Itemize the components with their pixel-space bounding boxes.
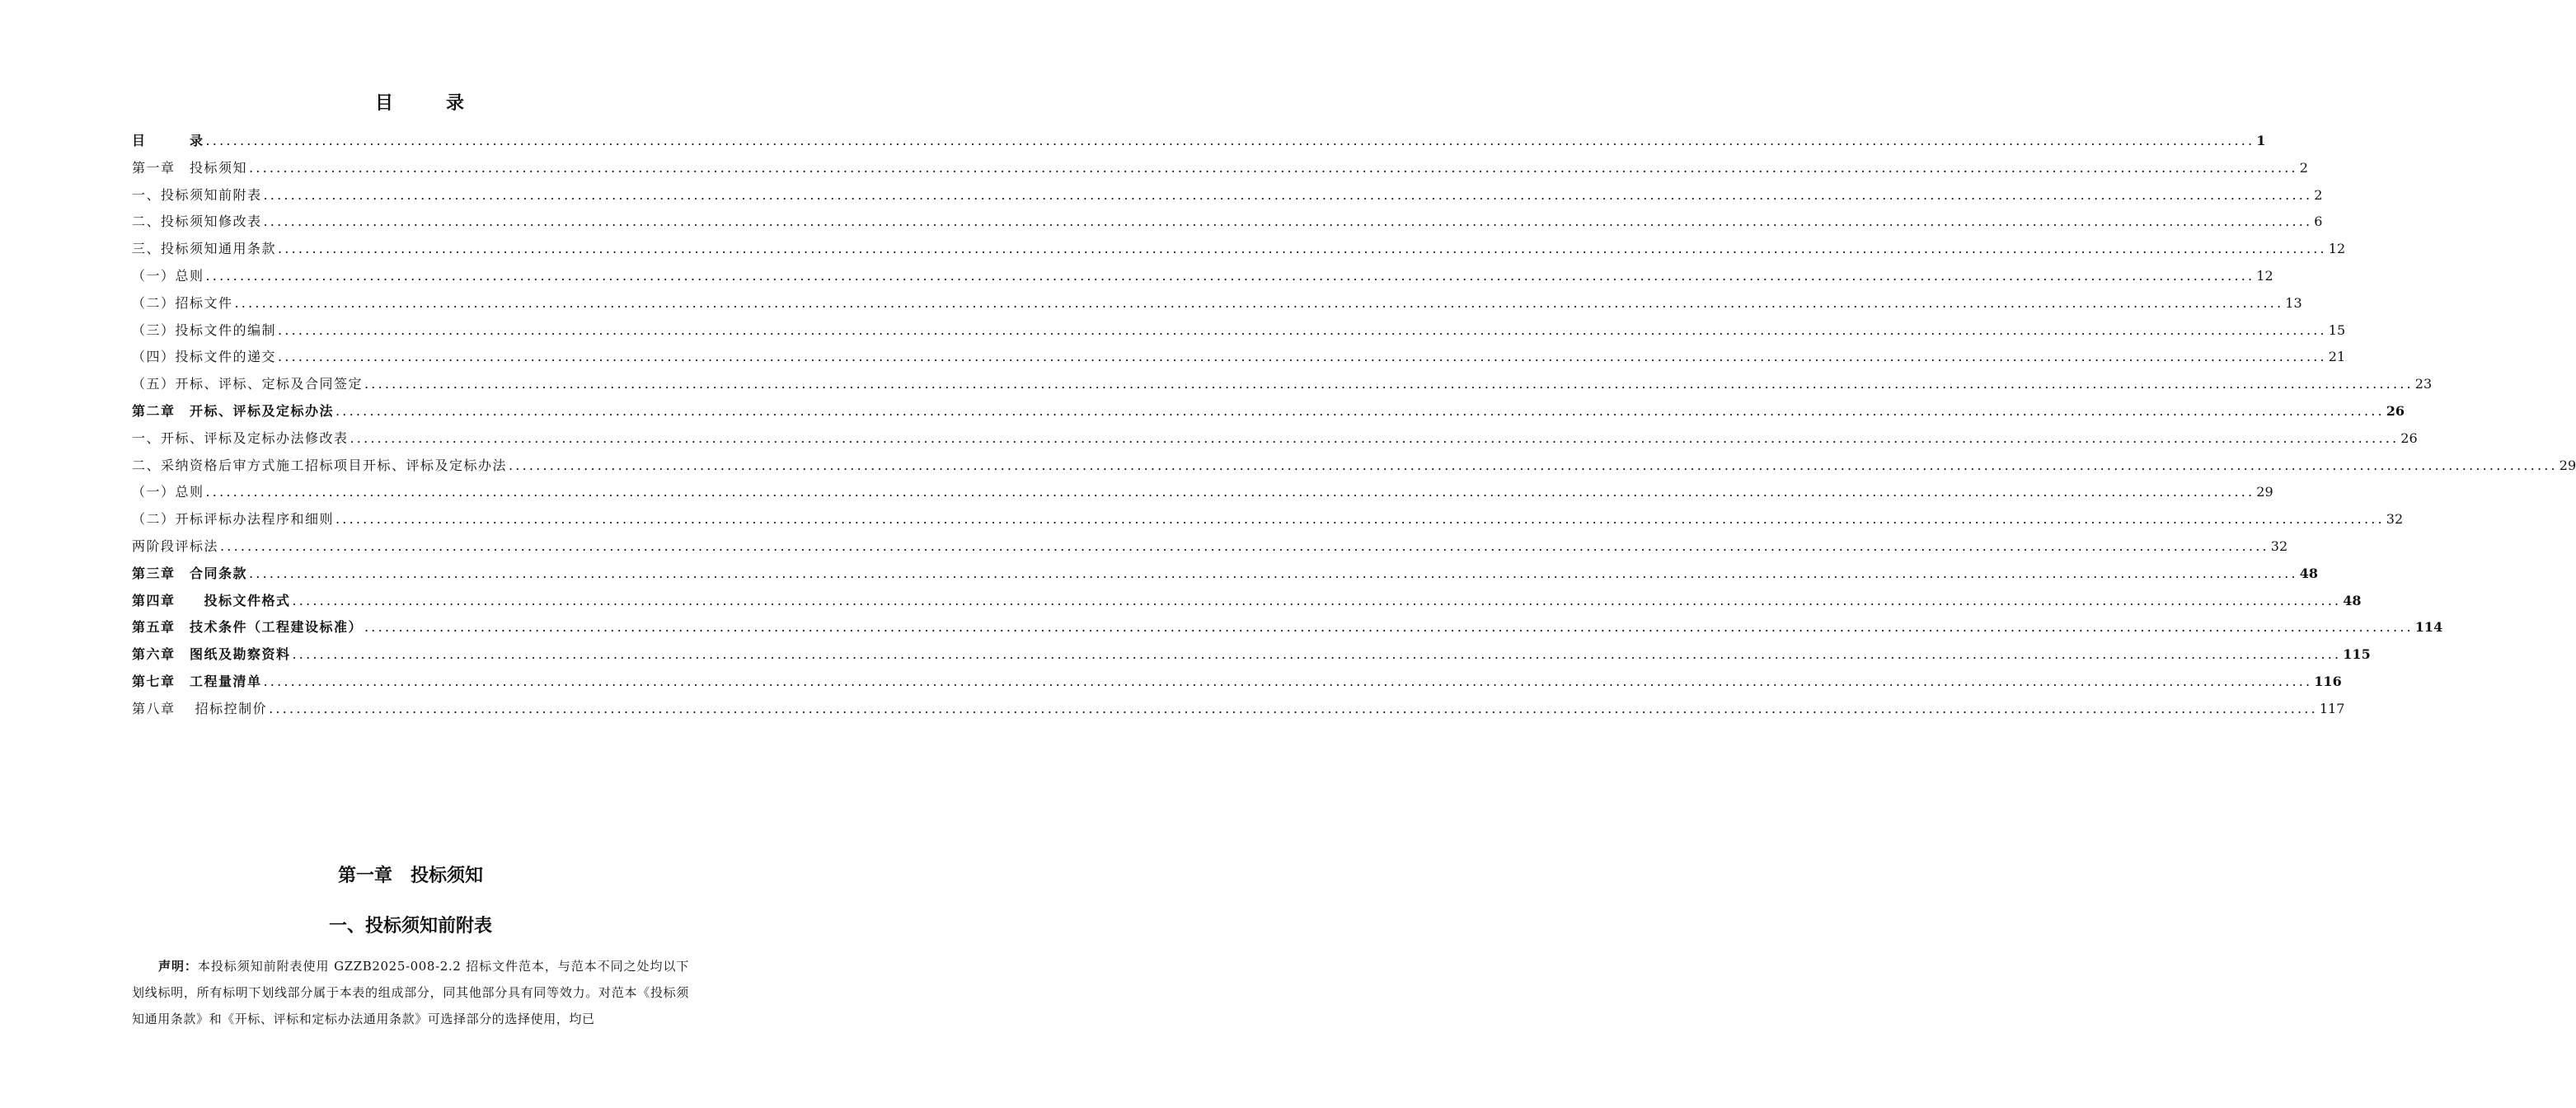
toc-entry-label: 第四章 投标文件格式	[132, 592, 291, 608]
toc-entry[interactable]	[132, 481, 2273, 509]
toc-entry-label: （二）招标文件	[132, 294, 233, 311]
toc-entry[interactable]	[132, 644, 2371, 671]
section-heading: 一、投标须知前附表	[328, 916, 492, 937]
toc-leader-dots: ............................................................................................................................................................................................................................................................................................................	[335, 402, 2385, 419]
toc-leader-dots: ............................................................................................................................................................................................................................................................................................................	[278, 241, 2327, 257]
toc-entry-label: 第七章 工程量清单	[132, 673, 262, 689]
toc-entry-label: 第二章 开标、评标及定标办法	[132, 402, 335, 419]
toc-leader-dots: ............................................................................................................................................................................................................................................................................................................	[278, 349, 2327, 365]
toc-entry-label: （四）投标文件的递交	[132, 349, 277, 365]
toc-entry-label: 目 录	[132, 133, 204, 148]
toc-entry[interactable]	[132, 428, 2418, 455]
toc-entry-label: 二、投标须知修改表	[132, 214, 262, 230]
toc-entry[interactable]	[132, 536, 2288, 563]
toc-leader-dots: ............................................................................................................................................................................................................................................................................................................	[292, 592, 2342, 608]
toc-leader-dots: ............................................................................................................................................................................................................................................................................................................	[234, 294, 2284, 311]
toc-entry[interactable]	[132, 293, 2302, 320]
toc-leader-dots: ............................................................................................................................................................................................................................................................................................................	[335, 511, 2385, 528]
toc-leader-dots: ............................................................................................................................................................................................................................................................................................................	[220, 538, 2269, 554]
notice-text: 本投标须知前附表使用 GZZB2025-008-2.2 招标文件范本，与范本不同之处均以下划线标明，所有标明下划线部分属于本表的组成部分，同其他部分具有同等效力。对范本《投标须知通用条款》和《开标、评标和定标办法通用条款》可选择部分的选择使用，均已	[132, 959, 689, 1026]
toc-entry-page: 116	[2314, 673, 2342, 689]
toc-leader-dots: ............................................................................................................................................................................................................................................................................................................	[263, 214, 2313, 230]
toc-entry-page: 32	[2270, 538, 2288, 554]
toc-entry[interactable]	[132, 563, 2319, 590]
toc-leader-dots: ............................................................................................................................................................................................................................................................................................................	[249, 565, 2298, 581]
toc-entry[interactable]	[132, 238, 2346, 265]
toc-entry-page: 29	[2559, 457, 2576, 473]
toc-entry-page: 117	[2319, 700, 2345, 716]
toc-entry[interactable]	[132, 455, 2576, 482]
toc-leader-dots: ............................................................................................................................................................................................................................................................................................................	[205, 133, 2255, 148]
toc-entry-page: 48	[2299, 565, 2319, 581]
toc-entry[interactable]	[132, 698, 2345, 725]
toc-entry-label: （三）投标文件的编制	[132, 322, 277, 338]
toc-entry-label: 三、投标须知通用条款	[132, 241, 277, 257]
toc-leader-dots: ............................................................................................................................................................................................................................................................................................................	[263, 186, 2313, 203]
toc-entry-page: 32	[2386, 511, 2404, 528]
toc-leader-dots: ............................................................................................................................................................................................................................................................................................................	[350, 430, 2400, 446]
toc-entry[interactable]	[132, 373, 2433, 401]
toc-leader-dots: ............................................................................................................................................................................................................................................................................................................	[263, 673, 2313, 689]
toc-entry-page: 23	[2414, 376, 2433, 392]
toc-leader-dots: ............................................................................................................................................................................................................................................................................................................	[205, 484, 2255, 500]
toc-entry[interactable]	[132, 617, 2443, 644]
toc-entry-label: 第八章 招标控制价	[132, 700, 268, 716]
toc-entry-label: 一、开标、评标及定标办法修改表	[132, 430, 349, 446]
toc-entry[interactable]	[132, 509, 2404, 536]
toc-entry-label: 一、投标须知前附表	[132, 186, 262, 203]
toc-leader-dots: ............................................................................................................................................................................................................................................................................................................	[278, 322, 2327, 338]
toc-entry[interactable]	[132, 157, 2308, 185]
toc-entry-label: （二）开标评标办法程序和细则	[132, 511, 335, 528]
toc-entry[interactable]	[132, 671, 2342, 698]
toc-entry-label: 第六章 图纸及勘察资料	[132, 646, 291, 663]
toc-entry-page: 26	[2386, 402, 2405, 419]
toc-leader-dots: ............................................................................................................................................................................................................................................................................................................	[364, 619, 2414, 636]
toc-entry-page: 1	[2256, 133, 2266, 148]
notice-paragraph	[132, 953, 689, 1032]
toc-entry-label: 第三章 合同条款	[132, 565, 248, 581]
toc-entry-page: 114	[2414, 619, 2443, 636]
toc-entry-page: 2	[2314, 186, 2323, 203]
toc-entry[interactable]	[132, 130, 2266, 157]
toc-title-part1: 目	[374, 92, 395, 114]
toc-entry-page: 48	[2343, 592, 2362, 608]
toc-entry-page: 2	[2299, 159, 2308, 176]
toc-entry-page: 12	[2256, 267, 2273, 284]
toc-entry[interactable]	[132, 211, 2323, 238]
toc-entry-page: 15	[2328, 322, 2346, 338]
toc-entry[interactable]	[132, 320, 2346, 347]
toc-entry-label: 第五章 技术条件（工程建设标准）	[132, 619, 364, 636]
toc-entry[interactable]	[132, 346, 2346, 373]
toc-entry-page: 21	[2328, 349, 2346, 365]
toc-entry-page: 12	[2328, 241, 2346, 257]
toc-leader-dots: ............................................................................................................................................................................................................................................................................................................	[509, 457, 2558, 473]
toc-entry-label: （五）开标、评标、定标及合同签定	[132, 376, 364, 392]
toc-title	[0, 89, 841, 115]
chapter-heading: 第一章 投标须知	[337, 866, 483, 886]
toc-leader-dots: ............................................................................................................................................................................................................................................................................................................	[269, 700, 2318, 716]
toc-entry[interactable]	[132, 401, 2405, 428]
toc-entry-label: 两阶段评标法	[132, 538, 219, 554]
notice-lead: 声明：	[158, 959, 198, 974]
toc-entry[interactable]	[132, 590, 2362, 617]
toc-leader-dots: ............................................................................................................................................................................................................................................................................................................	[364, 376, 2414, 392]
toc-entry[interactable]	[132, 185, 2323, 212]
toc-entry-page: 29	[2256, 484, 2273, 500]
toc-entry-label: 二、采纳资格后审方式施工招标项目开标、评标及定标办法	[132, 457, 508, 473]
toc-entry-label: （一）总则	[132, 484, 204, 500]
toc-entry-page: 26	[2400, 430, 2418, 446]
toc-leader-dots: ............................................................................................................................................................................................................................................................................................................	[249, 159, 2298, 176]
toc-leader-dots: ............................................................................................................................................................................................................................................................................................................	[205, 267, 2255, 284]
toc-entry-page: 13	[2285, 294, 2302, 311]
toc-leader-dots: ............................................................................................................................................................................................................................................................................................................	[292, 646, 2342, 663]
toc-list	[132, 130, 2576, 725]
toc-entry-label: 第一章 投标须知	[132, 159, 248, 176]
toc-entry[interactable]	[132, 265, 2273, 293]
toc-title-part2: 录	[446, 92, 467, 114]
toc-entry-label: （一）总则	[132, 267, 204, 284]
toc-entry-page: 115	[2343, 646, 2371, 663]
toc-entry-page: 6	[2314, 214, 2323, 230]
